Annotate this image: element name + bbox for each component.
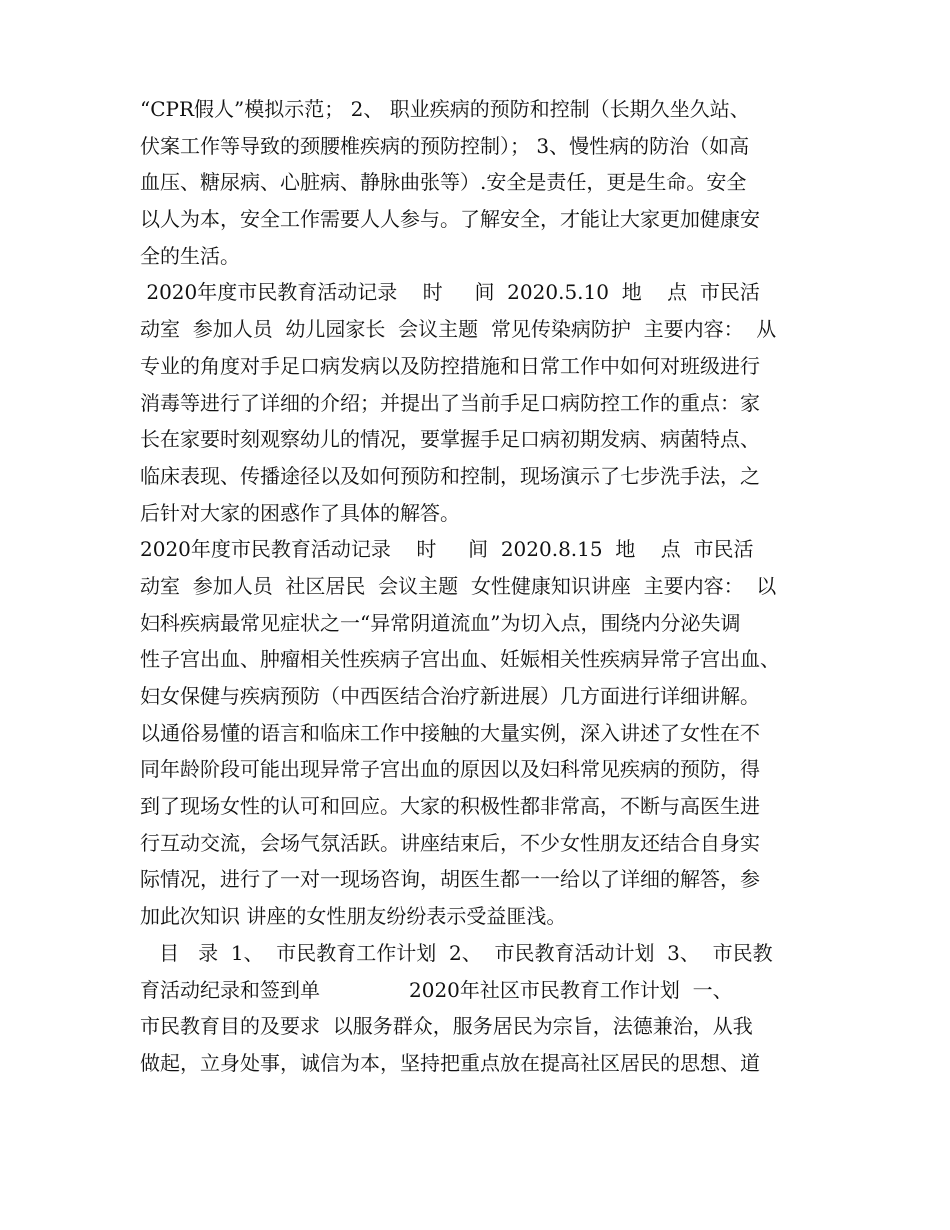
text-line: 伏案工作等导致的颈腰椎疾病的预防控制）； 3、慢性病的防治（如高 (140, 133, 750, 158)
text-line: 2020年度市民教育活动记录 时 间 2020.5.10 地 点 市民活 (140, 280, 760, 305)
document-body (140, 91, 830, 1082)
text-line: 专业的角度对手足口病发病以及防控措施和日常工作中如何对班级进行 (140, 353, 760, 378)
text-line: 消毒等进行了详细的介绍；并提出了当前手足口病防控工作的重点：家 (140, 390, 760, 415)
text-line: 2020年度市民教育活动记录 时 间 2020.8.15 地 点 市民活 (140, 537, 754, 562)
text-line: 加此次知识 讲座的女性朋友纷纷表示受益匪浅。 (140, 904, 567, 929)
text-line: 血压、糖尿病、心脏病、静脉曲张等）.安全是责任，更是生命。安全 (140, 170, 747, 195)
text-line: 行互动交流，会场气氛活跃。讲座结束后，不少女性朋友还结合自身实 (140, 830, 760, 855)
text-line: 性子宫出血、肿瘤相关性疾病子宫出血、妊娠相关性疾病异常子宫出血、 (140, 647, 780, 672)
text-line: 妇科疾病最常见症状之一“异常阴道流血”为切入点，围绕内分泌失调 (140, 610, 741, 635)
text-line: 全的生活。 (140, 243, 240, 268)
text-line: 以人为本，安全工作需要人人参与。了解安全，才能让大家更加健康安 (140, 207, 760, 232)
text-line: 目 录 1、 市民教育工作计划 2、 市民教育活动计划 3、 市民教 (140, 940, 773, 965)
text-line: 临床表现、传播途径以及如何预防和控制，现场演示了七步洗手法，之 (140, 463, 760, 488)
text-line: 后针对大家的困惑作了具体的解答。 (140, 500, 460, 525)
text-line: 动室 参加人员 幼儿园家长 会议主题 常见传染病防护 主要内容： 从 (140, 317, 777, 342)
text-line: 际情况，进行了一对一现场咨询，胡医生都一一给以了详细的解答，参 (140, 867, 760, 892)
text-line: 动室 参加人员 社区居民 会议主题 女性健康知识讲座 主要内容： 以 (140, 573, 777, 598)
text-line: 妇女保健与疾病预防（中西医结合治疗新进展）几方面进行详细讲解。 (140, 684, 760, 708)
text-line: 长在家要时刻观察幼儿的情况，要掌握手足口病初期发病、病菌特点、 (140, 427, 760, 452)
text-line: “CPR假人”模拟示范； 2、 职业疾病的预防和控制（长期久坐久站、 (140, 97, 750, 121)
text-line: 市民教育目的及要求 以服务群众，服务居民为宗旨，法德兼治，从我 (140, 1014, 753, 1039)
text-line: 同年龄阶段可能出现异常子宫出血的原因以及妇科常见疾病的预防，得 (140, 757, 760, 782)
text-line: 做起，立身处事，诚信为本，坚持把重点放在提高社区居民的思想、道 (140, 1050, 760, 1075)
text-line: 以通俗易懂的语言和临床工作中接触的大量实例，深入讲述了女性在不 (140, 720, 760, 745)
text-line: 育活动纪录和签到单 2020年社区市民教育工作计划 一、 (140, 977, 733, 1002)
text-line: 到了现场女性的认可和回应。大家的积极性都非常高，不断与高医生进 (140, 794, 760, 819)
